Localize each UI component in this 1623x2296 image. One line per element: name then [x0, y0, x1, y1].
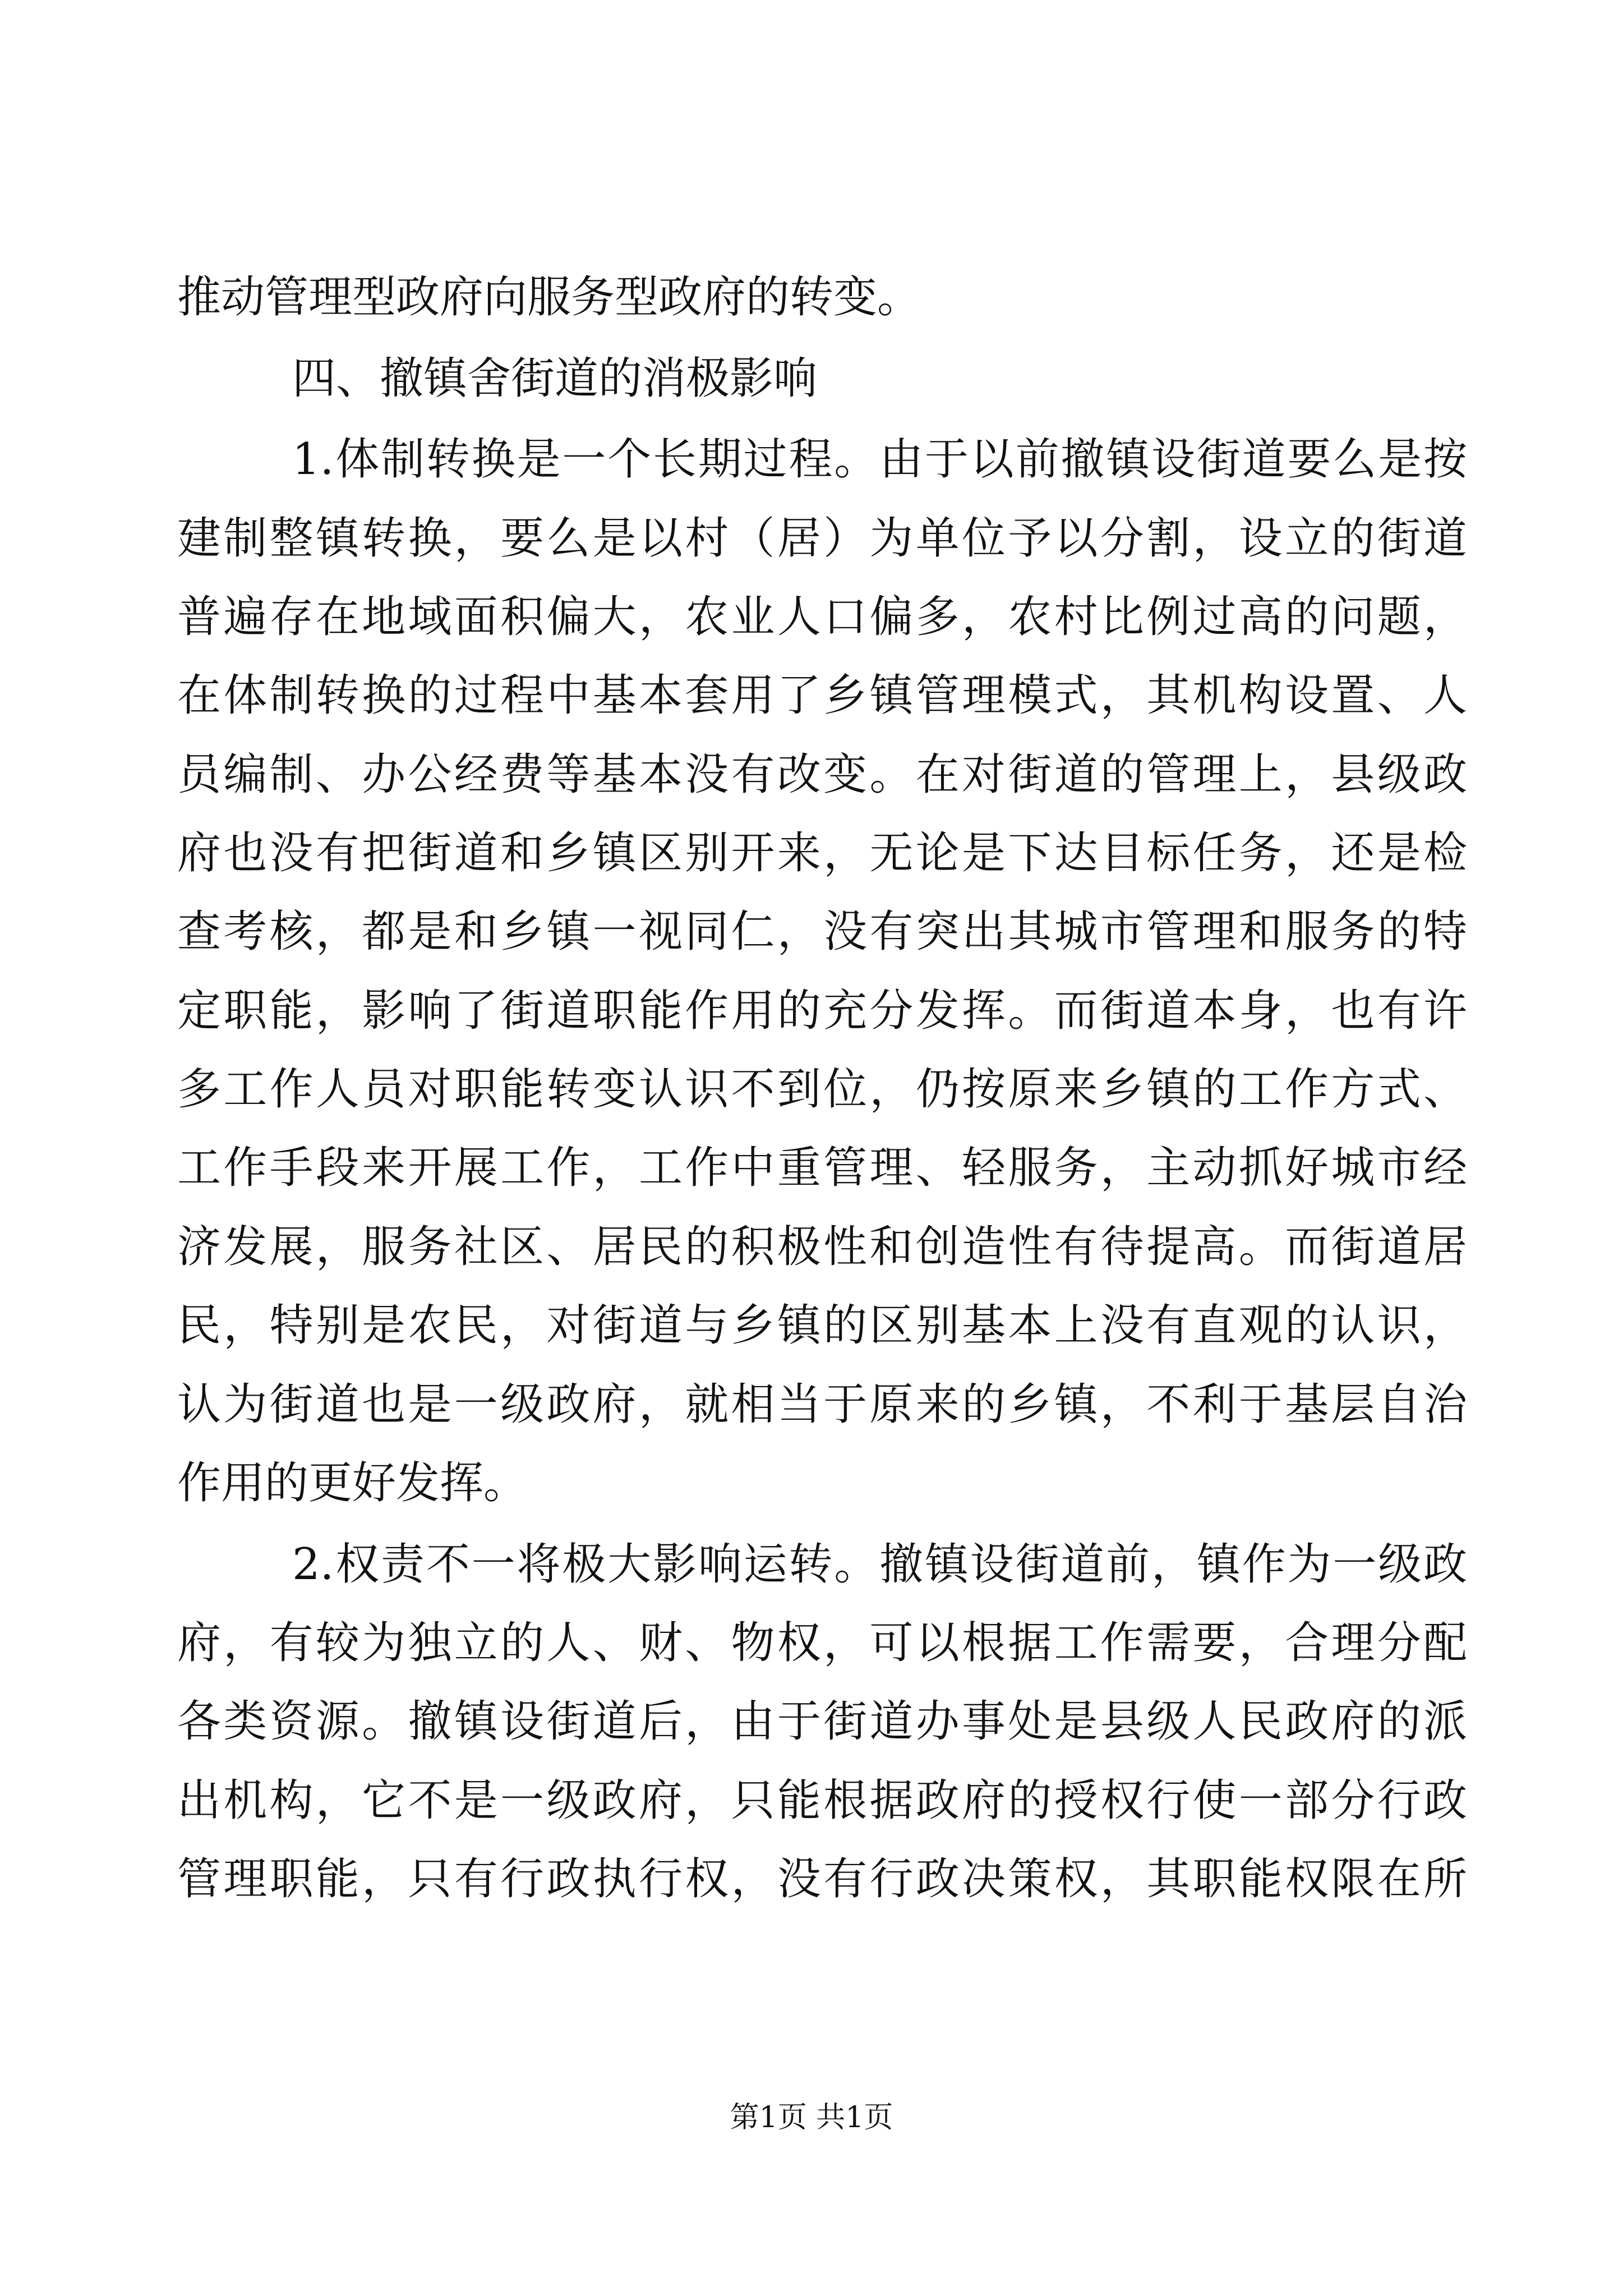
text-line: 普遍存在地域面积偏大，农业人口偏多，农村比例过高的问题， [177, 592, 1467, 642]
text-line: 出机构，它不是一级政府，只能根据政府的授权行使一部分行政 [177, 1775, 1467, 1826]
page-footer: 第1页 共1页 [730, 2101, 893, 2134]
text-line: 定职能，影响了街道职能作用的充分发挥。而街道本身，也有许 [177, 986, 1467, 1036]
text-line: 认为街道也是一级政府，就相当于原来的乡镇，不利于基层自治 [177, 1379, 1467, 1430]
text-line: 2.权责不一将极大影响运转。撤镇设街道前，镇作为一级政 [292, 1539, 1467, 1590]
text-line: 济发展，服务社区、居民的积极性和创造性有待提高。而街道居 [177, 1222, 1467, 1272]
section-heading: 四、撤镇舍街道的消极影响 [292, 353, 818, 404]
text-line: 1.体制转换是一个长期过程。由于以前撤镇设街道要么是按 [292, 434, 1467, 485]
text-line: 员编制、办公经费等基本没有改变。在对街道的管理上，县级政 [177, 749, 1467, 800]
text-line: 推动管理型政府向服务型政府的转变。 [177, 272, 921, 323]
text-line: 管理职能，只有行政执行权，没有行政决策权，其职能权限在所 [177, 1854, 1467, 1904]
text-line: 民，特别是农民，对街道与乡镇的区别基本上没有直观的认识， [177, 1300, 1467, 1351]
text-line: 多工作人员对职能转变认识不到位，仍按原来乡镇的工作方式、 [177, 1064, 1467, 1115]
text-line: 建制整镇转换，要么是以村（居）为单位予以分割，设立的街道 [177, 513, 1467, 564]
text-line: 府也没有把街道和乡镇区别开来，无论是下达目标任务，还是检 [177, 828, 1467, 878]
text-line: 查考核，都是和乡镇一视同仁，没有突出其城市管理和服务的特 [177, 907, 1467, 957]
text-line: 在体制转换的过程中基本套用了乡镇管理模式，其机构设置、人 [177, 670, 1467, 721]
text-line: 府，有较为独立的人、财、物权，可以根据工作需要，合理分配 [177, 1618, 1467, 1668]
text-line: 工作手段来开展工作，工作中重管理、轻服务，主动抓好城市经 [177, 1143, 1467, 1193]
text-line: 作用的更好发挥。 [177, 1458, 528, 1508]
text-line: 各类资源。撤镇设街道后，由于街道办事处是县级人民政府的派 [177, 1696, 1467, 1747]
